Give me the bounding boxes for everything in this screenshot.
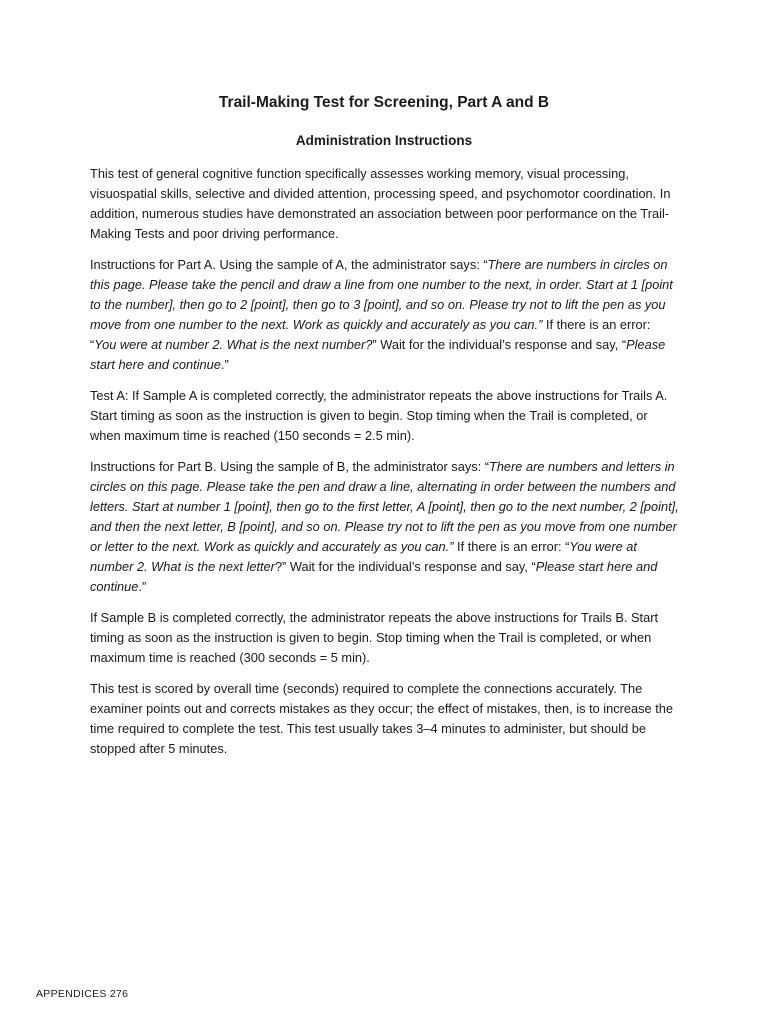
paragraph-text: ” Wait for the individual’s response and say, “ [372, 337, 627, 352]
quoted-instruction-text: Please start here and continue [90, 337, 666, 372]
paragraph [90, 608, 680, 668]
quoted-instruction-text: There are numbers and letters in circles on this page. Please take the pen and draw a line, alternating in order between the numbers and letters. Start at number 1 [point], then go to the first letter, A [point], then go to the next number, 2 [point], and then the next letter, B [point], and so on. Please try not to lift the pen as you move from one number or letter to the next. Work as quickly and accurately as you can.” [90, 459, 679, 554]
paragraph-text: Instructions for Part A. Using the sample of A, the administrator says: “ [90, 257, 488, 272]
paragraph-text: This test of general cognitive function specifically assesses working memory, visual processing, visuospatial skills, selective and divided attention, processing speed, and psychomotor coordination. In addition, numerous studies have demonstrated an association between poor performance on the Trail-Making Tests and poor driving performance. [90, 166, 671, 241]
paragraph-text: .” [138, 579, 147, 594]
page-footer [36, 988, 128, 1000]
paragraph [90, 457, 680, 597]
paragraph-text: Instructions for Part B. Using the sample of B, the administrator says: “ [90, 459, 489, 474]
quoted-instruction-text: You were at number 2. What is the next number? [94, 337, 373, 352]
paragraph [90, 386, 680, 446]
quoted-instruction-text: Please start here and continue [90, 559, 658, 594]
quoted-instruction-text: There are numbers in circles on this page. Please take the pencil and draw a line from one number to the next, in order. Start at 1 [point to the number], then go to 2 [point], then go to 3 [point], and so on. Please try not to lift the pen as you move from one number to the next. Work as quickly and accurately as you can.” [90, 257, 673, 332]
paragraph-text: .” [220, 357, 229, 372]
paragraph-text: This test is scored by overall time (seconds) required to complete the connections accurately. The examiner points out and corrects mistakes as they occur; the effect of mistakes, then, is to increase the time required to complete the test. This test usually takes 3–4 minutes to administer, but should be stopped after 5 minutes. [90, 681, 674, 756]
paragraph [90, 164, 680, 244]
paragraph-text: ?” Wait for the individual’s response and say, “ [274, 559, 536, 574]
document-body [90, 164, 680, 770]
paragraph [90, 255, 680, 375]
paragraph-text: If there is an error: “ [453, 539, 570, 554]
paragraph-text: If there is an error: “ [90, 317, 651, 352]
document-subtitle: Administration Instructions [295, 133, 473, 148]
page-number: 276 [109, 988, 129, 1000]
paragraph [90, 679, 680, 759]
footer-section-label: APPENDICES [36, 988, 107, 1000]
paragraph-text: Test A: If Sample A is completed correctly, the administrator repeats the above instructions for Trails A. Start timing as soon as the instruction is given to begin. Stop timing when the Trail is completed, or when maximum time is reached (150 seconds = 2.5 min). [90, 388, 668, 443]
paragraph-text: If Sample B is completed correctly, the administrator repeats the above instructions for Trails B. Start timing as soon as the instruction is given to begin. Stop timing when the Trail is completed, or when maximum time is reached (300 seconds = 5 min). [90, 610, 659, 665]
document-title: Trail-Making Test for Screening, Part A and B [218, 94, 550, 111]
quoted-instruction-text: You were at number 2. What is the next letter [90, 539, 637, 574]
